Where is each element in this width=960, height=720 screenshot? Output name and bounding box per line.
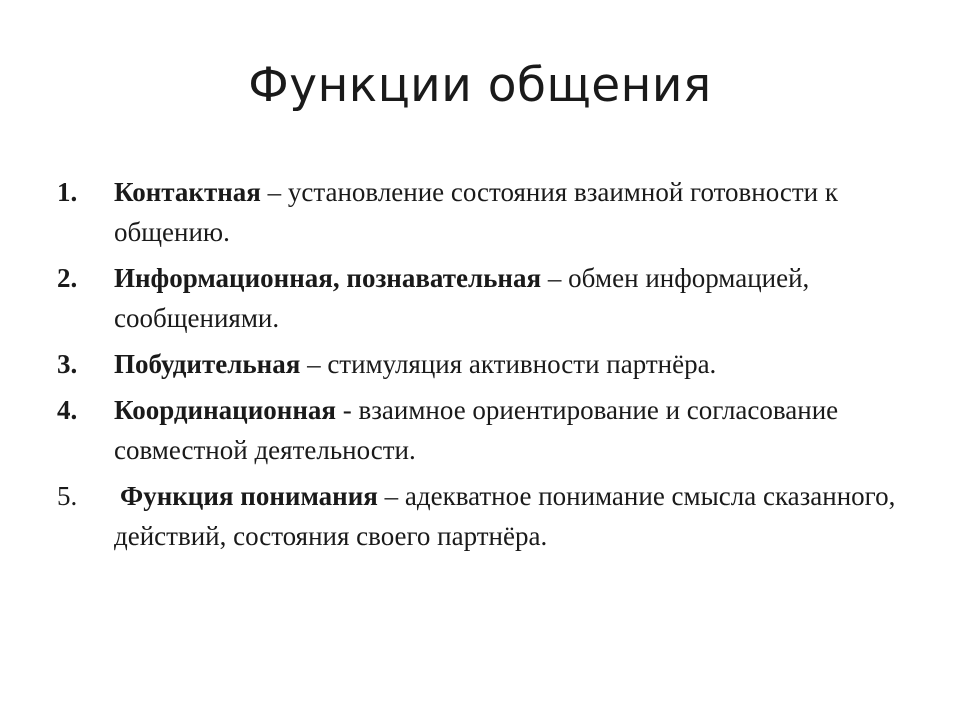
item-term: Информационная, познавательная: [114, 263, 542, 293]
list-item: [57, 390, 897, 470]
item-number: 2.: [57, 263, 78, 293]
item-term: Побудительная: [114, 349, 301, 379]
item-description: – стимуляция активности партнёра.: [300, 349, 717, 379]
slide-title: Функции общения: [248, 58, 712, 113]
list-item: [57, 344, 897, 384]
item-term: Контактная: [114, 177, 261, 207]
list-item: [57, 172, 897, 252]
item-term: Координационная: [114, 395, 336, 425]
item-number: 5.: [57, 481, 78, 511]
item-number: 4.: [57, 395, 78, 425]
list-item: [57, 258, 897, 338]
item-term: Функция понимания: [120, 481, 378, 511]
item-number: 3.: [57, 349, 78, 379]
item-description: – адекватное понимание смысла сказанного, действий, состояния своего партнёра.: [114, 481, 896, 551]
item-description: – установление состояния взаимной готовности к общению.: [114, 177, 838, 247]
item-number: 1.: [57, 177, 78, 207]
item-description: - взаимное ориентирование и согласование совместной деятельности.: [114, 395, 839, 465]
list-item: [57, 476, 897, 556]
functions-list: [57, 172, 897, 562]
item-description: – обмен информацией, сообщениями.: [114, 263, 810, 333]
